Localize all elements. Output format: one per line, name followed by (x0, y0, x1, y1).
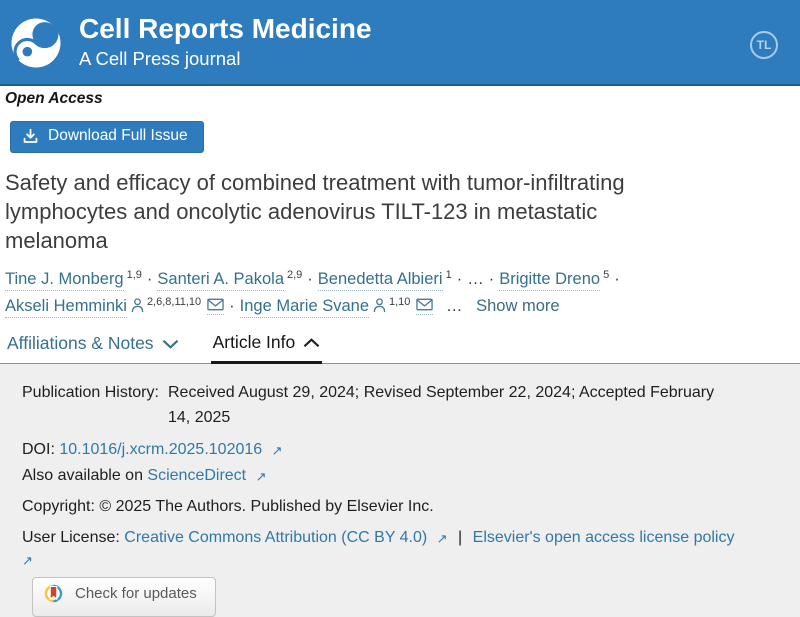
journal-titles (79, 14, 372, 71)
crossmark-icon (43, 583, 64, 604)
show-more-link[interactable]: Show more (476, 297, 560, 315)
check-for-updates-label: Check for updates (75, 585, 197, 602)
author-separator: · (488, 270, 495, 288)
article-title-line: lymphocytes and oncolytic adenovirus TILT-123 in metastatic (5, 199, 598, 224)
user-license-row (22, 525, 770, 551)
download-button-label: Download Full Issue (48, 127, 188, 144)
author-link[interactable]: Tine J. Monberg (5, 270, 124, 291)
article-title-line: Safety and efficacy of combined treatment with tumor-infiltrating (5, 170, 625, 195)
author-profile-icon[interactable] (131, 297, 144, 315)
doi-link[interactable]: 10.1016/j.xcrm.2025.102016 (59, 441, 263, 458)
publication-history-line: Received August 29, 2024; Revised September 22, 2024; Accepted February (168, 384, 715, 401)
also-available-row (22, 463, 770, 488)
tab-article-info[interactable] (211, 332, 323, 365)
user-license-row-wrap (22, 551, 770, 569)
author-link[interactable]: Benedetta Albieri (318, 270, 443, 291)
article-title (5, 168, 800, 255)
affiliation-superscript: 2,9 (287, 268, 303, 281)
doi-label: DOI: (22, 441, 55, 458)
external-link-icon[interactable]: ↗ (271, 443, 283, 458)
publication-history-value (168, 380, 714, 430)
journal-title: Cell Reports Medicine (79, 12, 372, 44)
open-access-label: Open Access (5, 90, 103, 107)
author-list (5, 266, 800, 320)
author-line-1 (5, 266, 800, 293)
copyright-row: Copyright: © 2025 The Authors. Published by Elsevier Inc. (22, 498, 434, 515)
author-separator: · (307, 270, 313, 288)
author-line-2 (5, 293, 800, 320)
affiliation-superscript: 5 (603, 268, 610, 281)
author (240, 297, 434, 315)
author-separator: · (229, 297, 235, 315)
chevron-up-icon (303, 338, 320, 348)
publication-history-row (22, 380, 770, 430)
author (5, 297, 224, 315)
authors-ellipsis: … (446, 297, 463, 315)
chevron-down-icon (162, 339, 179, 349)
external-link-icon[interactable]: ↗ (436, 531, 448, 546)
check-for-updates-button[interactable] (32, 577, 216, 617)
publication-history-line: 14, 2025 (168, 409, 231, 426)
author-link[interactable]: Santeri A. Pakola (157, 270, 284, 291)
license-separator: | (458, 529, 463, 546)
affiliation-superscript: 2,6,8,11,10 (146, 295, 202, 308)
author-separator: · (146, 270, 153, 288)
affiliation-superscript: 1 (445, 268, 452, 281)
affiliation-superscript: 1,9 (126, 268, 142, 281)
cell-press-logo-icon (8, 15, 64, 71)
publication-history-label: Publication History: (22, 384, 159, 401)
affiliation-superscript: 1,10 (389, 295, 411, 308)
article-title-line: melanoma (5, 228, 108, 253)
authors-ellipsis: … (467, 270, 484, 288)
elsevier-policy-link[interactable]: Elsevier's open access license policy (472, 529, 735, 546)
journal-header (0, 0, 800, 86)
email-envelope-icon[interactable] (207, 298, 224, 315)
doi-row (22, 437, 770, 462)
author-profile-icon[interactable] (373, 297, 386, 315)
also-available-label: Also available on (22, 467, 143, 484)
tab-label: Affiliations & Notes (7, 333, 154, 353)
author-link[interactable]: Akseli Hemminki (5, 297, 127, 318)
author-separator: · (614, 270, 620, 288)
tab-label: Article Info (212, 332, 296, 352)
author-link[interactable]: Inge Marie Svane (240, 297, 369, 318)
tab-affiliations-notes[interactable] (5, 332, 181, 363)
author (499, 270, 609, 288)
author (318, 270, 452, 288)
sciencedirect-link[interactable]: ScienceDirect (147, 467, 247, 484)
external-link-icon[interactable]: ↗ (255, 469, 267, 484)
tl-watermark-badge: TL (750, 31, 778, 59)
cc-by-license-link[interactable]: Creative Commons Attribution (CC BY 4.0) (124, 529, 428, 546)
download-icon (22, 128, 39, 145)
user-license-label: User License: (22, 529, 120, 546)
article-info-panel (0, 364, 800, 617)
author (157, 270, 302, 288)
journal-subtitle: A Cell Press journal (79, 48, 241, 70)
article-tabs (0, 332, 800, 364)
external-link-icon[interactable]: ↗ (22, 553, 33, 568)
author (5, 270, 142, 288)
author-separator: · (456, 270, 463, 288)
author-link[interactable]: Brigitte Dreno (499, 270, 600, 291)
email-envelope-icon[interactable] (416, 298, 433, 315)
download-full-issue-button[interactable] (10, 121, 204, 153)
